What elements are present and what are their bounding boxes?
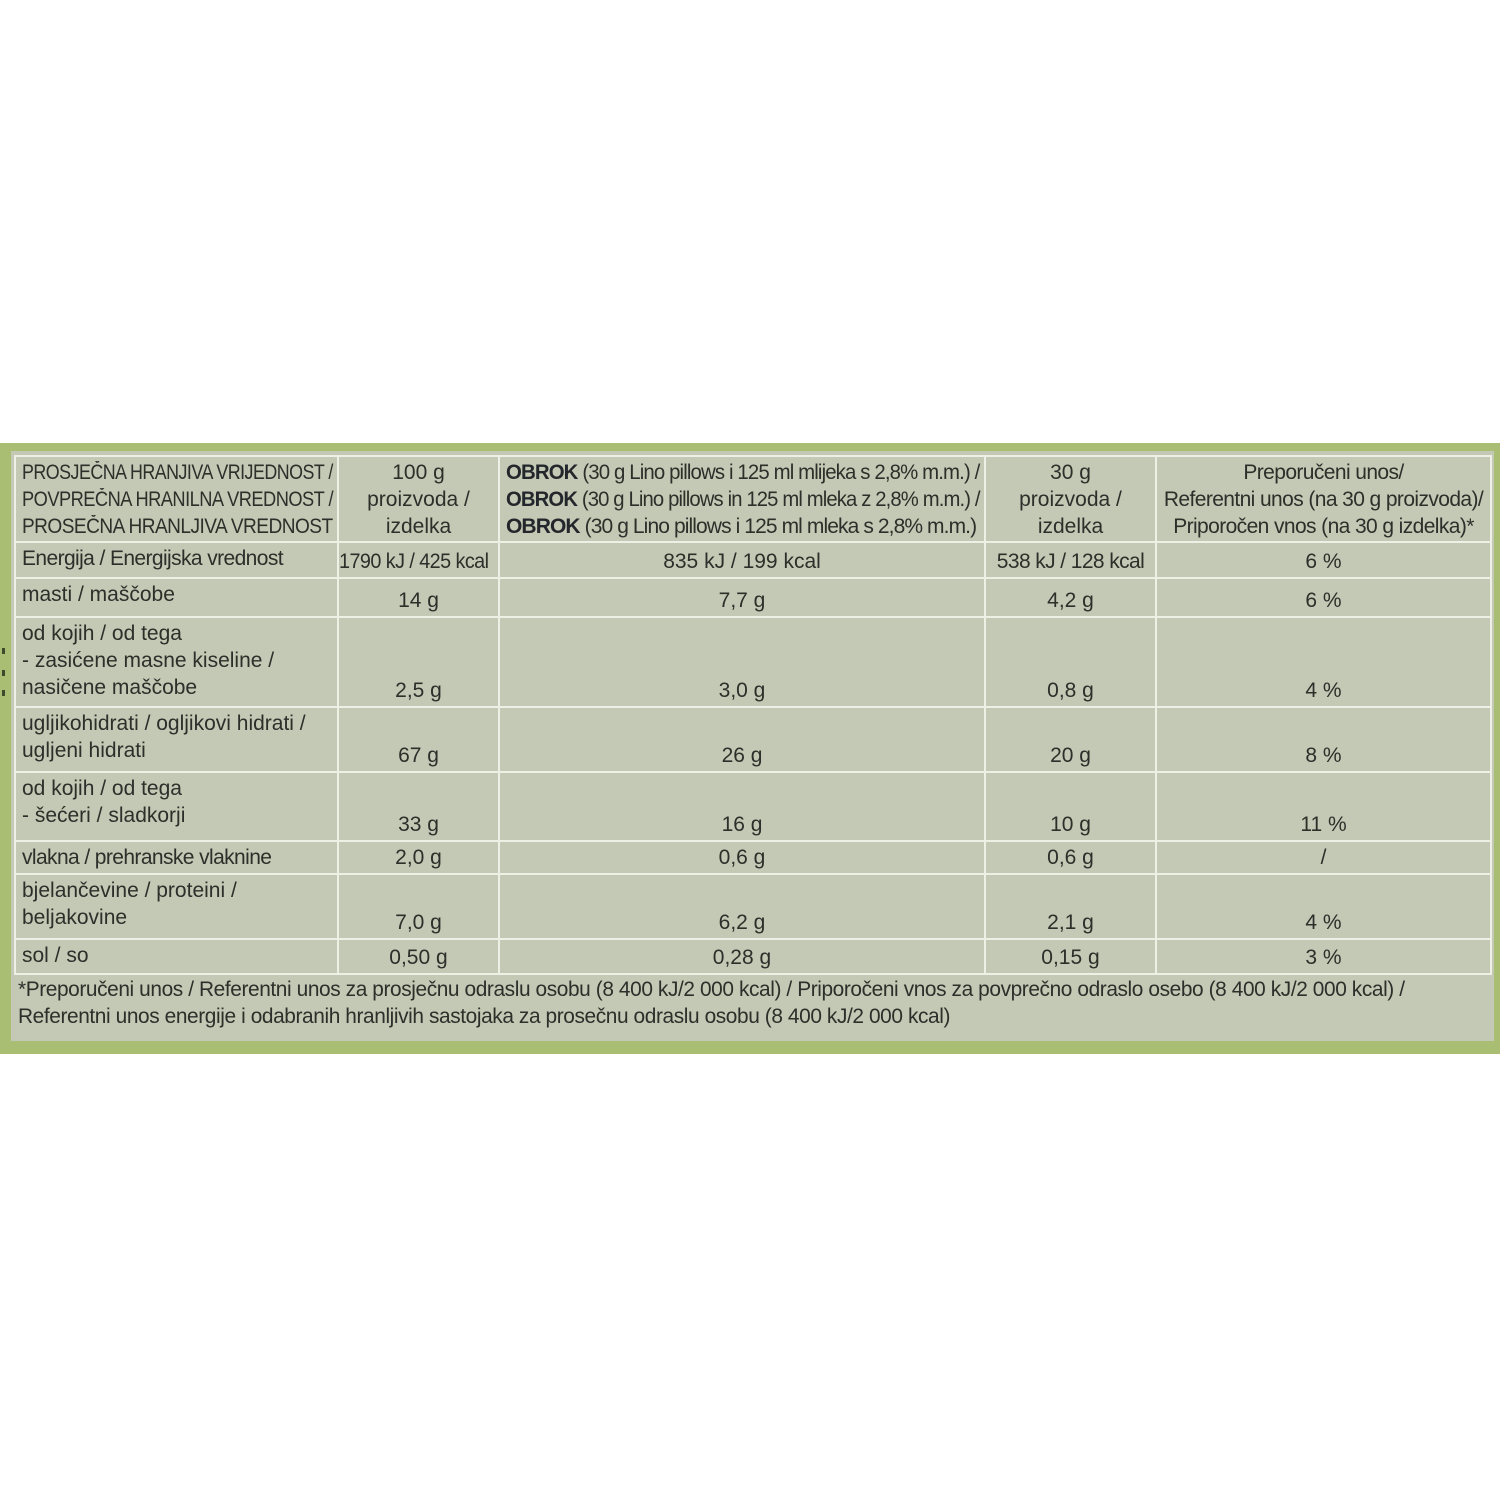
header-30g-line: proizvoda / (1019, 487, 1122, 511)
header-meal-line (506, 459, 980, 486)
cell-30g (986, 875, 1157, 940)
row-label-line: ugljeni hidrati (22, 739, 146, 762)
header-ri-line: Priporočen vnos (na 30 g izdelka)* (1173, 514, 1474, 538)
row-label-line: od kojih / od tega (22, 622, 182, 645)
cell-ri (1157, 842, 1492, 875)
value-ri: 3 % (1305, 946, 1342, 969)
value-30g: 538 kJ / 128 kcal (996, 550, 1145, 573)
value-ri: 6 % (1305, 550, 1342, 573)
value-30g: 0,15 g (1041, 946, 1100, 969)
header-meal-line (506, 513, 978, 540)
value-ri: 6 % (1305, 589, 1342, 612)
row-label-fibre (14, 842, 339, 875)
header-label-cell (14, 455, 339, 543)
cell-ri (1157, 708, 1492, 773)
row-label-line: ugljikohidrati / ogljikovi hidrati / (22, 712, 306, 735)
value-30g: 10 g (1050, 813, 1091, 836)
row-label-saturates (14, 618, 339, 708)
header-30g-line: 30 g (1050, 460, 1091, 484)
cell-ri (1157, 773, 1492, 842)
value-100g: 14 g (398, 589, 439, 612)
value-30g: 2,1 g (1047, 911, 1094, 934)
header-label-line: PROSJEČNA HRANJIVA VRIJEDNOST / (22, 461, 333, 484)
value-100g: 33 g (398, 813, 439, 836)
header-30g-line: izdelka (1037, 514, 1104, 538)
row-label-line: - šećeri / sladkorji (22, 804, 186, 827)
row-label-line: masti / maščobe (22, 583, 175, 606)
header-100g-line: 100 g (392, 460, 445, 484)
cell-ri (1157, 579, 1492, 618)
cell-meal (500, 940, 986, 975)
cell-100g (339, 708, 500, 773)
header-ri-line: Preporučeni unos/ (1243, 460, 1404, 484)
value-meal: 16 g (721, 813, 763, 836)
cell-30g (986, 773, 1157, 842)
cell-30g (986, 842, 1157, 875)
cell-meal (500, 543, 986, 579)
value-30g: 4,2 g (1047, 589, 1094, 612)
row-label-line: od kojih / od tega (22, 777, 182, 800)
cell-100g (339, 773, 500, 842)
cell-30g (986, 579, 1157, 618)
header-ri-line: Referentni unos (na 30 g proizvoda)/ (1163, 487, 1484, 511)
value-ri: / (1320, 846, 1327, 869)
row-label-line: Energija / Energijska vrednost (22, 547, 283, 570)
row-label-fat (14, 579, 339, 618)
cell-100g (339, 618, 500, 708)
brand-word: OBROK (506, 488, 578, 511)
value-ri: 11 % (1300, 813, 1347, 836)
row-label-line: sol / so (22, 944, 89, 967)
cell-meal (500, 618, 986, 708)
footnote (18, 976, 1488, 1030)
value-100g: 2,5 g (395, 679, 442, 702)
cell-meal (500, 708, 986, 773)
footnote-line: *Preporučeni unos / Referentni unos za prosječnu odraslu osobu (8 400 kJ/2 000 kcal) / Priporočeni vnos za povprečno odraslo osebo (8 400 kJ/2 000 kcal) / (18, 978, 1405, 1001)
brand-word: OBROK (506, 461, 578, 484)
value-meal: 835 kJ / 199 kcal (663, 550, 821, 573)
header-100g-cell (339, 455, 500, 543)
footnote-line: Referentni unos energije i odabranih hranljivih sastojaka za prosečnu odraslu osobu (8 400 kJ/2 000 kcal) (18, 1005, 951, 1028)
value-meal: 26 g (721, 744, 763, 767)
cell-100g (339, 579, 500, 618)
edge-tick (2, 690, 5, 696)
header-30g-cell (986, 455, 1157, 543)
cell-30g (986, 940, 1157, 975)
row-label-line: nasičene maščobe (22, 676, 198, 699)
value-100g: 1790 kJ / 425 kcal (339, 550, 489, 573)
cell-100g (339, 940, 500, 975)
meal-desc: (30 g Lino pillows i 125 ml mlijeka s 2,8% m.m.) / (577, 461, 980, 484)
cell-meal (500, 875, 986, 940)
header-meal-cell (500, 455, 986, 543)
row-label-salt (14, 940, 339, 975)
cell-meal (500, 579, 986, 618)
brand-word: OBROK (506, 515, 580, 538)
value-100g: 67 g (398, 744, 439, 767)
row-label-sugars (14, 773, 339, 842)
value-meal: 7,7 g (718, 589, 766, 612)
cell-100g (339, 875, 500, 940)
value-30g: 20 g (1050, 744, 1091, 767)
row-label-line: beljakovine (22, 906, 128, 929)
value-100g: 7,0 g (395, 911, 442, 934)
cell-meal (500, 773, 986, 842)
edge-tick (2, 648, 5, 654)
cell-ri (1157, 875, 1492, 940)
value-ri: 4 % (1305, 911, 1342, 934)
nutrition-table (14, 455, 1492, 975)
value-meal: 0,6 g (718, 846, 766, 869)
cell-30g (986, 543, 1157, 579)
header-ri-cell (1157, 455, 1492, 543)
cell-meal (500, 842, 986, 875)
meal-desc: (30 g Lino pillows i 125 ml mleka s 2,8% m.m.) (579, 515, 977, 538)
row-label-line: bjelančevine / proteini / (22, 879, 237, 902)
header-label-line: POVPREČNA HRANILNA VREDNOST / (22, 488, 334, 511)
row-label-protein (14, 875, 339, 940)
value-100g: 2,0 g (395, 846, 442, 869)
cell-30g (986, 618, 1157, 708)
header-label-line: PROSEČNA HRANLJIVA VREDNOST (22, 515, 333, 538)
edge-tick (2, 670, 5, 676)
row-label-energy (14, 543, 339, 579)
cell-100g (339, 543, 500, 579)
cell-ri (1157, 618, 1492, 708)
value-meal: 3,0 g (718, 679, 766, 702)
cell-ri (1157, 940, 1492, 975)
value-30g: 0,8 g (1047, 679, 1094, 702)
value-ri: 4 % (1305, 679, 1342, 702)
cell-100g (339, 842, 500, 875)
row-label-line: vlakna / prehranske vlaknine (22, 846, 272, 869)
cell-ri (1157, 543, 1492, 579)
header-100g-line: proizvoda / (367, 487, 470, 511)
value-meal: 6,2 g (718, 911, 766, 934)
header-meal-line (506, 486, 980, 513)
row-label-carbohydrates (14, 708, 339, 773)
header-100g-line: izdelka (385, 514, 452, 538)
value-meal: 0,28 g (712, 946, 772, 969)
row-label-line: - zasićene masne kiseline / (22, 649, 275, 672)
value-ri: 8 % (1305, 744, 1342, 767)
meal-desc: (30 g Lino pillows in 125 ml mleka z 2,8% m.m.) / (577, 488, 980, 511)
cell-30g (986, 708, 1157, 773)
edge-marks (0, 458, 10, 1038)
value-30g: 0,6 g (1047, 846, 1094, 869)
value-100g: 0,50 g (389, 946, 448, 969)
